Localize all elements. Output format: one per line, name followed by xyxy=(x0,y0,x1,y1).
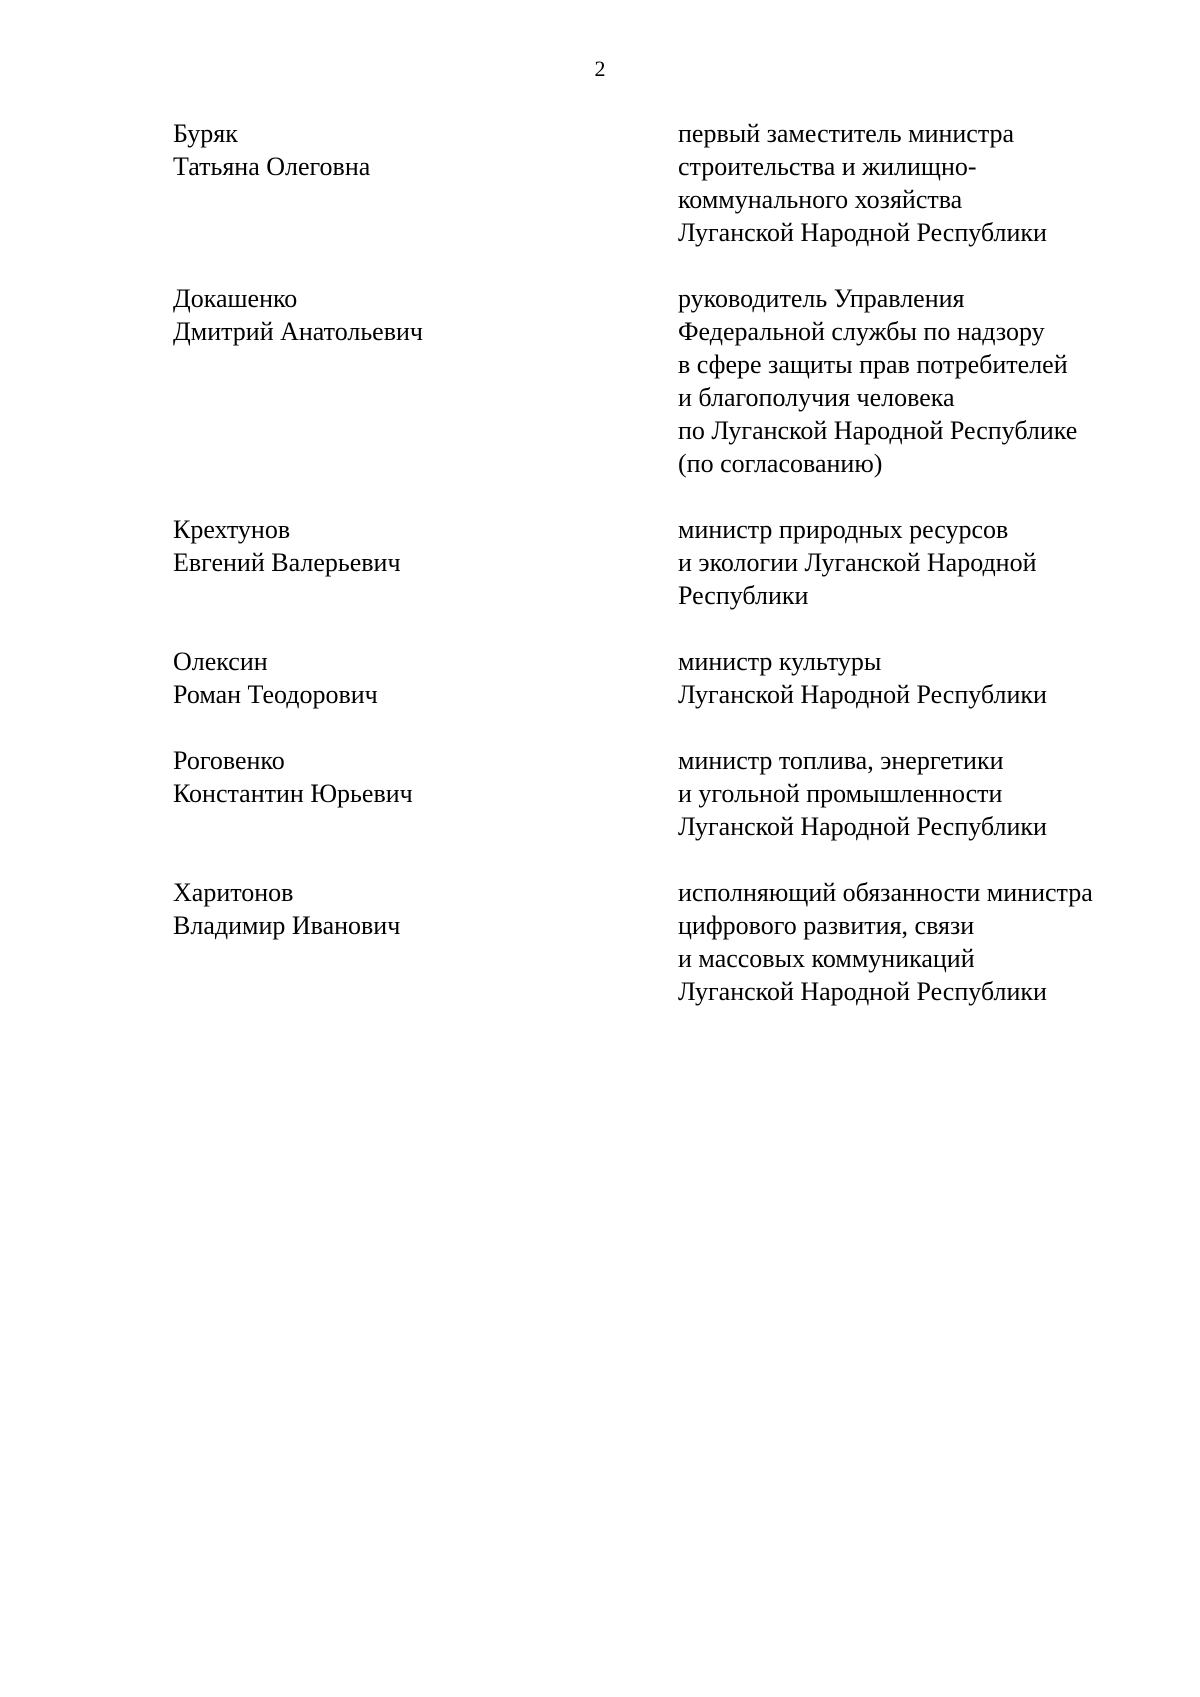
member-surname: Олексин xyxy=(173,647,268,676)
position-line: строительства и жилищно- xyxy=(678,152,977,181)
position-line: коммунального хозяйства xyxy=(678,185,963,214)
position-line: Луганской Народной Республики xyxy=(678,680,1047,709)
member-name xyxy=(173,282,678,480)
member-entry xyxy=(173,744,1153,843)
position-line: Республики xyxy=(678,581,809,610)
member-surname: Роговенко xyxy=(173,746,285,775)
position-line: цифрового развития, связи xyxy=(678,911,975,940)
page-number: 2 xyxy=(594,56,606,81)
position-line: исполняющий обязанности министра xyxy=(678,878,1093,907)
member-position xyxy=(678,282,1153,480)
position-line: Луганской Народной Республики xyxy=(678,977,1047,1006)
position-line: министр топлива, энергетики xyxy=(678,746,1004,775)
member-position xyxy=(678,645,1153,711)
member-surname: Докашенко xyxy=(173,284,298,313)
position-line: первый заместитель министра xyxy=(678,119,1015,148)
position-line: и благополучия человека xyxy=(678,383,955,412)
member-surname: Харитонов xyxy=(173,878,294,907)
member-position xyxy=(678,513,1153,612)
member-position xyxy=(678,117,1153,249)
member-position xyxy=(678,744,1153,843)
member-given-names: Дмитрий Анатольевич xyxy=(173,317,423,346)
position-line: и угольной промышленности xyxy=(678,779,1003,808)
member-entry xyxy=(173,645,1153,711)
member-entry xyxy=(173,117,1153,249)
position-line: (по согласованию) xyxy=(678,449,883,478)
member-given-names: Роман Теодорович xyxy=(173,680,378,709)
position-line: в сфере защиты прав потребителей xyxy=(678,350,1068,379)
position-line: Луганской Народной Республики xyxy=(678,218,1047,247)
member-entry xyxy=(173,282,1153,480)
member-name xyxy=(173,645,678,711)
member-surname: Буряк xyxy=(173,119,238,148)
member-name xyxy=(173,744,678,843)
member-given-names: Константин Юрьевич xyxy=(173,779,413,808)
member-entry xyxy=(173,513,1153,612)
member-name xyxy=(173,876,678,1008)
position-line: министр природных ресурсов xyxy=(678,515,1009,544)
position-line: и экологии Луганской Народной xyxy=(678,548,1037,577)
position-line: и массовых коммуникаций xyxy=(678,944,975,973)
position-line: министр культуры xyxy=(678,647,882,676)
member-name xyxy=(173,513,678,612)
member-entry xyxy=(173,876,1153,1008)
member-list xyxy=(173,117,1153,1008)
member-given-names: Владимир Иванович xyxy=(173,911,401,940)
member-name xyxy=(173,117,678,249)
position-line: по Луганской Народной Республике xyxy=(678,416,1078,445)
position-line: руководитель Управления xyxy=(678,284,965,313)
member-surname: Крехтунов xyxy=(173,515,291,544)
member-given-names: Татьяна Олеговна xyxy=(173,152,371,181)
member-given-names: Евгений Валерьевич xyxy=(173,548,401,577)
member-position xyxy=(678,876,1153,1008)
position-line: Луганской Народной Республики xyxy=(678,812,1047,841)
position-line: Федеральной службы по надзору xyxy=(678,317,1045,346)
